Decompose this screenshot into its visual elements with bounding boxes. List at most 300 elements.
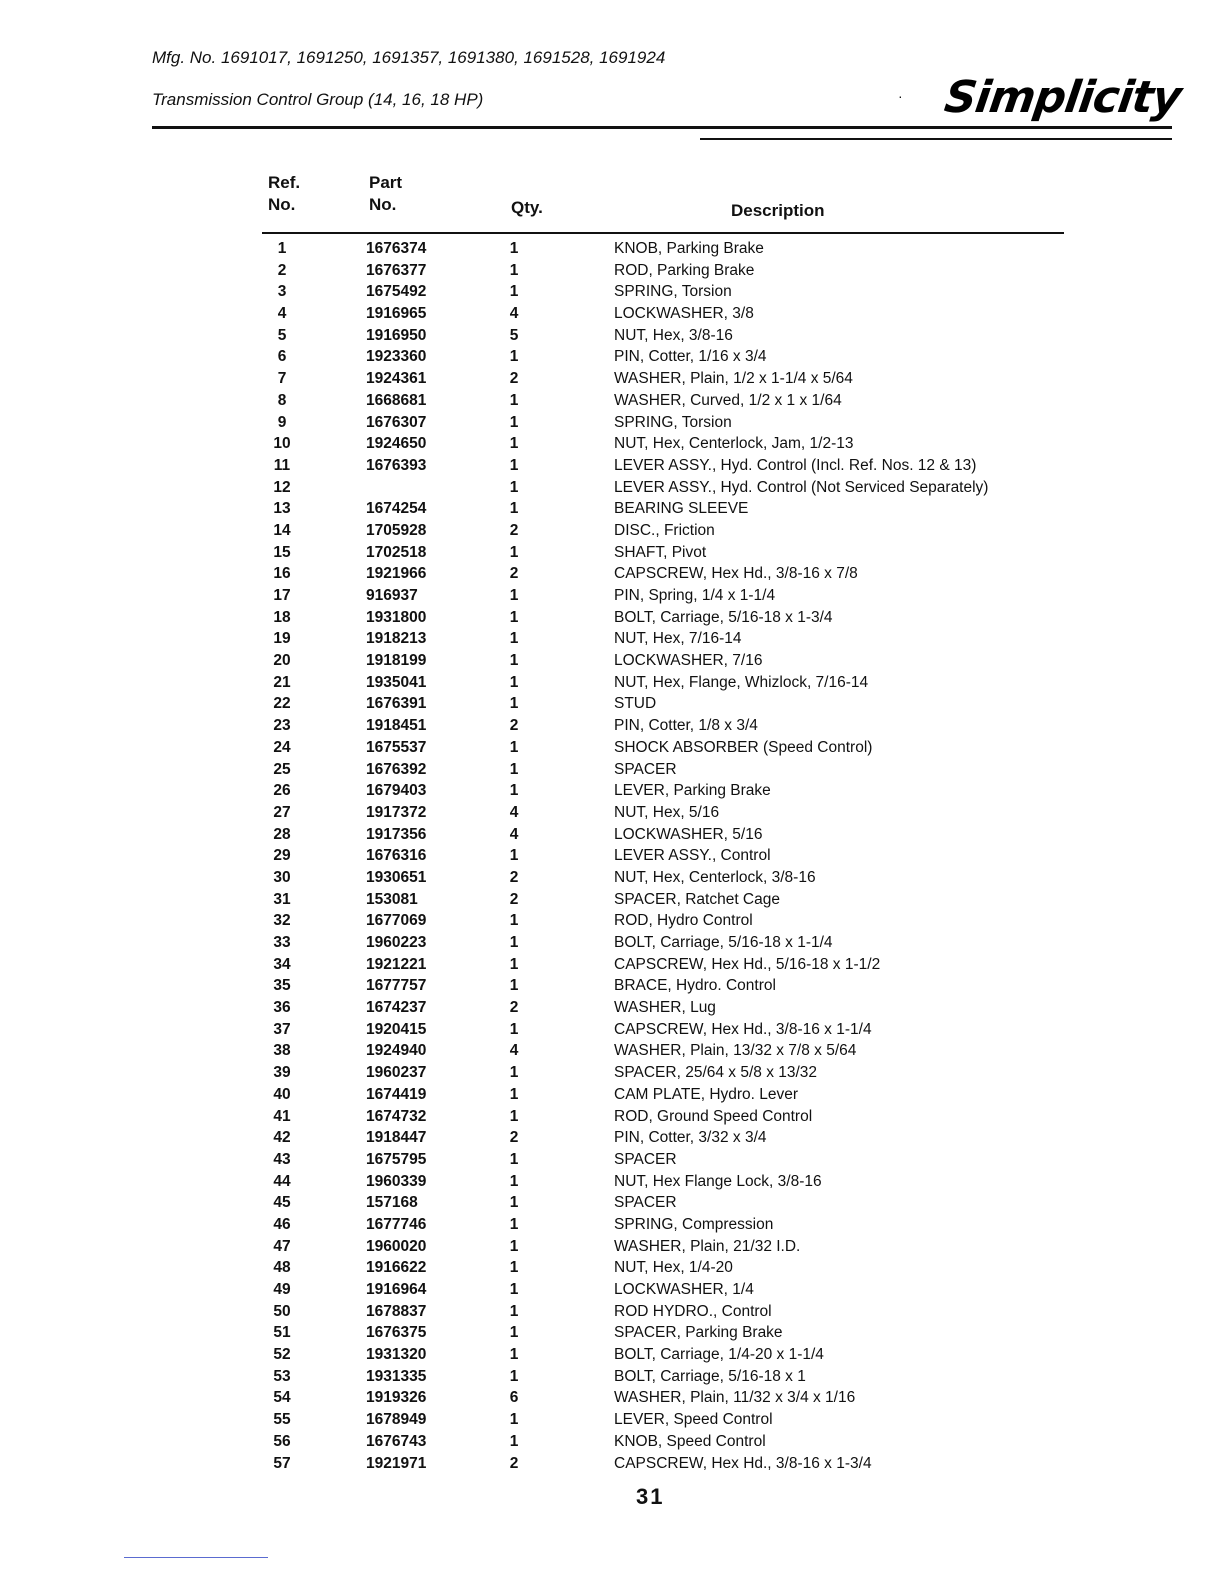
part-number-cell: 1676375 (366, 1324, 427, 1342)
ref-cell: 31 (273, 890, 291, 908)
description-cell: LEVER, Speed Control (614, 1411, 773, 1429)
description-cell: LOCKWASHER, 1/4 (614, 1281, 754, 1298)
description-cell: SPRING, Torsion (614, 283, 732, 301)
description-cell: WASHER, Curved, 1/2 x 1 x 1/64 (614, 391, 842, 409)
table-row (0, 954, 1224, 976)
header-rule-secondary (700, 138, 1172, 140)
table-row (0, 1062, 1224, 1084)
description-cell: LOCKWASHER, 3/8 (614, 305, 754, 323)
table-row (0, 477, 1224, 499)
qty-cell: 1 (509, 847, 519, 865)
part-number-cell: 1960223 (366, 934, 427, 951)
part-number-cell: 1674237 (366, 999, 427, 1017)
description-cell: LEVER ASSY., Control (614, 847, 771, 865)
ref-cell: 26 (273, 782, 291, 800)
parts-list (0, 238, 1224, 1474)
table-row (0, 1409, 1224, 1431)
qty-cell: 1 (509, 1324, 519, 1342)
ref-cell: 37 (273, 1020, 291, 1038)
description-cell: BEARING SLEEVE (614, 500, 749, 518)
table-row (0, 390, 1224, 412)
qty-cell: 1 (509, 760, 519, 778)
part-number-cell: 1916622 (366, 1259, 427, 1277)
description-cell: PIN, Spring, 1/4 x 1-1/4 (614, 587, 776, 604)
part-number-cell: 1679403 (366, 782, 427, 800)
qty-cell: 1 (509, 1085, 519, 1103)
table-row (0, 585, 1224, 607)
ref-cell: 6 (277, 348, 287, 366)
description-cell: NUT, Hex Flange Lock, 3/8-16 (614, 1172, 822, 1190)
qty-cell: 1 (509, 1411, 519, 1429)
part-number-cell: 1668681 (366, 391, 427, 409)
ref-cell: 24 (273, 738, 291, 756)
qty-cell: 1 (509, 1346, 519, 1364)
qty-cell: 1 (509, 1172, 519, 1190)
col-ref-line1: Ref. (268, 173, 301, 192)
qty-cell: 1 (509, 934, 519, 951)
table-row (0, 1301, 1224, 1323)
ref-cell: 56 (273, 1432, 291, 1450)
part-number-cell: 1960020 (366, 1237, 427, 1255)
part-number-cell: 1921971 (366, 1454, 427, 1472)
ref-cell: 15 (273, 543, 291, 561)
description-cell: LOCKWASHER, 7/16 (614, 652, 763, 670)
description-cell: CAM PLATE, Hydro. Lever (614, 1085, 799, 1103)
description-cell: CAPSCREW, Hex Hd., 5/16-18 x 1-1/2 (614, 955, 881, 973)
ref-cell: 48 (273, 1259, 291, 1277)
part-number-cell: 1676316 (366, 847, 427, 865)
part-number-cell: 1675795 (366, 1150, 427, 1168)
part-number-cell: 916937 (366, 587, 418, 604)
table-row (0, 1127, 1224, 1149)
qty-cell: 1 (509, 500, 519, 518)
qty-cell: 1 (509, 1367, 519, 1385)
ref-cell: 53 (273, 1367, 291, 1385)
page-subtitle: Transmission Control Group (14, 16, 18 HP) (152, 90, 484, 109)
table-row (0, 715, 1224, 737)
ref-cell: 20 (273, 652, 291, 670)
part-number-cell: 1960237 (366, 1064, 427, 1082)
description-cell: WASHER, Lug (614, 999, 716, 1017)
part-number-cell: 1921966 (366, 565, 427, 583)
part-number-cell: 1675492 (366, 283, 427, 301)
description-cell: KNOB, Parking Brake (614, 240, 764, 257)
table-row (0, 1453, 1224, 1475)
part-number-cell: 1931320 (366, 1346, 427, 1364)
ref-cell: 17 (273, 587, 291, 604)
description-cell: LEVER, Parking Brake (614, 782, 771, 800)
part-number-cell: 1918213 (366, 630, 427, 648)
ref-cell: 57 (273, 1454, 291, 1472)
description-cell: BOLT, Carriage, 1/4-20 x 1-1/4 (614, 1346, 824, 1364)
table-row (0, 542, 1224, 564)
description-cell: SPRING, Compression (614, 1215, 774, 1233)
table-row (0, 802, 1224, 824)
description-cell: SHOCK ABSORBER (Speed Control) (614, 738, 873, 756)
col-part-line2: No. (369, 195, 397, 214)
qty-cell: 1 (509, 977, 519, 995)
ref-cell: 16 (273, 565, 291, 583)
table-row (0, 1149, 1224, 1171)
part-number-cell: 1674732 (366, 1107, 427, 1125)
description-cell: WASHER, Plain, 11/32 x 3/4 x 1/16 (614, 1389, 856, 1407)
description-cell: ROD, Hydro Control (614, 912, 753, 930)
description-cell: SPRING, Torsion (614, 413, 732, 431)
part-number-cell: 1676391 (366, 695, 427, 713)
description-cell: BRACE, Hydro. Control (614, 977, 776, 995)
description-cell: NUT, Hex, Centerlock, Jam, 1/2-13 (614, 435, 854, 453)
qty-cell: 2 (509, 999, 519, 1017)
part-number-cell: 1674254 (366, 500, 427, 518)
bottom-rule (124, 1557, 268, 1558)
qty-cell: 2 (509, 370, 519, 388)
ref-cell: 54 (273, 1389, 291, 1407)
table-row (0, 1192, 1224, 1214)
qty-cell: 1 (509, 955, 519, 973)
description-cell: LEVER ASSY., Hyd. Control (Not Serviced Separately) (614, 478, 989, 496)
part-number-cell: 1916965 (366, 305, 427, 323)
part-number-cell: 1960339 (366, 1172, 427, 1190)
part-number-cell: 1917372 (366, 803, 427, 821)
ref-cell: 25 (273, 760, 291, 778)
ref-cell: 13 (273, 500, 291, 518)
table-row (0, 1236, 1224, 1258)
part-number-cell: 1676743 (366, 1432, 427, 1450)
header-rule (152, 126, 1172, 129)
table-row (0, 1214, 1224, 1236)
ref-cell: 45 (273, 1194, 291, 1212)
part-number-cell: 1676392 (366, 760, 427, 778)
qty-cell: 1 (509, 543, 519, 561)
part-number-cell: 1674419 (366, 1085, 427, 1103)
description-cell: KNOB, Speed Control (614, 1432, 766, 1450)
description-cell: STUD (614, 695, 657, 713)
qty-cell: 1 (509, 695, 519, 713)
table-row (0, 1279, 1224, 1301)
qty-cell: 1 (509, 912, 519, 930)
table-row (0, 1084, 1224, 1106)
ref-cell: 47 (273, 1237, 291, 1255)
description-cell: SPACER, 25/64 x 5/8 x 13/32 (614, 1064, 818, 1082)
ref-cell: 38 (273, 1042, 291, 1060)
ref-cell: 14 (273, 521, 291, 539)
table-row (0, 845, 1224, 867)
qty-cell: 2 (509, 868, 519, 886)
part-number-cell: 1931800 (366, 608, 427, 626)
description-cell: ROD, Parking Brake (614, 261, 755, 279)
part-number-cell: 1916950 (366, 326, 427, 344)
qty-cell: 2 (509, 521, 519, 539)
table-row (0, 368, 1224, 390)
col-part-line1: Part (369, 173, 403, 192)
part-number-cell: 1677069 (366, 912, 427, 930)
qty-cell: 1 (509, 673, 519, 691)
ref-cell: 36 (273, 999, 291, 1017)
qty-cell: 1 (509, 1237, 519, 1255)
qty-cell: 1 (509, 478, 519, 496)
part-number-cell: 1918447 (366, 1129, 427, 1147)
qty-cell: 1 (509, 738, 519, 756)
qty-cell: 5 (509, 326, 519, 344)
qty-cell: 1 (509, 652, 519, 670)
table-row (0, 1171, 1224, 1193)
description-cell: NUT, Hex, 5/16 (614, 803, 720, 821)
qty-cell: 6 (509, 1389, 519, 1407)
part-number-cell: 1676377 (366, 261, 427, 279)
qty-cell: 1 (509, 630, 519, 648)
ref-cell: 40 (273, 1085, 291, 1103)
ref-cell: 50 (273, 1302, 291, 1320)
table-row (0, 325, 1224, 347)
table-row (0, 412, 1224, 434)
qty-cell: 1 (509, 1064, 519, 1082)
ref-cell: 12 (273, 478, 291, 496)
description-cell: CAPSCREW, Hex Hd., 3/8-16 x 7/8 (614, 565, 858, 583)
ref-cell: 46 (273, 1215, 291, 1233)
table-row (0, 1387, 1224, 1409)
part-number-cell: 1675537 (366, 738, 427, 756)
table-row (0, 910, 1224, 932)
description-cell: NUT, Hex, 3/8-16 (614, 326, 733, 344)
description-cell: ROD, Ground Speed Control (614, 1107, 813, 1125)
ref-cell: 3 (277, 283, 287, 301)
ref-cell: 19 (273, 630, 291, 648)
table-row (0, 975, 1224, 997)
ref-cell: 29 (273, 847, 291, 865)
table-row (0, 498, 1224, 520)
table-row (0, 628, 1224, 650)
ref-cell: 4 (277, 305, 287, 323)
table-row (0, 1040, 1224, 1062)
table-row (0, 303, 1224, 325)
table-row (0, 1431, 1224, 1453)
table-row (0, 1019, 1224, 1041)
table-row (0, 889, 1224, 911)
ref-cell: 8 (277, 391, 287, 409)
qty-cell: 2 (509, 717, 519, 735)
ref-cell: 1 (277, 240, 287, 257)
table-row (0, 520, 1224, 542)
ref-cell: 55 (273, 1411, 291, 1429)
description-cell: SPACER (614, 1194, 677, 1212)
description-cell: CAPSCREW, Hex Hd., 3/8-16 x 1-3/4 (614, 1454, 872, 1472)
table-row (0, 932, 1224, 954)
part-number-cell: 1918451 (366, 717, 427, 735)
description-cell: BOLT, Carriage, 5/16-18 x 1 (614, 1367, 806, 1385)
qty-cell: 1 (509, 1281, 519, 1298)
description-cell: SPACER, Ratchet Cage (614, 890, 780, 908)
qty-cell: 1 (509, 1150, 519, 1168)
description-cell: LEVER ASSY., Hyd. Control (Incl. Ref. Nos. 12 & 13) (614, 456, 977, 474)
part-number-cell: 1921221 (366, 955, 427, 973)
col-ref-line2: No. (268, 195, 296, 214)
ref-cell: 49 (273, 1281, 291, 1298)
table-row (0, 563, 1224, 585)
page-number: 31 (636, 1484, 665, 1509)
description-cell: LOCKWASHER, 5/16 (614, 825, 763, 843)
qty-cell: 1 (509, 456, 519, 474)
ref-cell: 30 (273, 868, 291, 886)
description-cell: SHAFT, Pivot (614, 543, 707, 561)
ref-cell: 5 (277, 326, 287, 344)
table-row (0, 1322, 1224, 1344)
part-number-cell: 1705928 (366, 521, 427, 539)
stray-mark: · (898, 88, 903, 104)
part-number-cell: 1677757 (366, 977, 427, 995)
mfg-numbers: Mfg. No. 1691017, 1691250, 1691357, 1691380, 1691528, 1691924 (152, 48, 666, 67)
table-row (0, 693, 1224, 715)
qty-cell: 2 (509, 1129, 519, 1147)
description-cell: BOLT, Carriage, 5/16-18 x 1-3/4 (614, 608, 833, 626)
qty-cell: 1 (509, 587, 519, 604)
description-cell: ROD HYDRO., Control (614, 1302, 772, 1320)
table-row (0, 433, 1224, 455)
description-cell: WASHER, Plain, 1/2 x 1-1/4 x 5/64 (614, 370, 853, 388)
qty-cell: 2 (509, 890, 519, 908)
ref-cell: 32 (273, 912, 291, 930)
description-cell: NUT, Hex, 7/16-14 (614, 630, 742, 648)
qty-cell: 1 (509, 348, 519, 366)
qty-cell: 1 (509, 1020, 519, 1038)
ref-cell: 22 (273, 695, 291, 713)
table-row (0, 281, 1224, 303)
description-cell: WASHER, Plain, 13/32 x 7/8 x 5/64 (614, 1042, 857, 1060)
qty-cell: 1 (509, 1432, 519, 1450)
part-number-cell: 1923360 (366, 348, 427, 366)
qty-cell: 2 (509, 1454, 519, 1472)
ref-cell: 21 (273, 673, 291, 691)
part-number-cell: 1676307 (366, 413, 427, 431)
part-number-cell: 1916964 (366, 1281, 427, 1298)
ref-cell: 7 (277, 370, 287, 388)
ref-cell: 41 (273, 1107, 291, 1125)
part-number-cell: 157168 (366, 1194, 418, 1212)
qty-cell: 1 (509, 782, 519, 800)
qty-cell: 1 (509, 283, 519, 301)
table-row (0, 780, 1224, 802)
ref-cell: 9 (277, 413, 287, 431)
part-number-cell: 1924940 (366, 1042, 427, 1060)
part-number-cell: 1678837 (366, 1302, 427, 1320)
description-cell: PIN, Cotter, 1/8 x 3/4 (614, 717, 758, 735)
col-part-header (369, 172, 402, 216)
ref-cell: 33 (273, 934, 291, 951)
part-number-cell: 1678949 (366, 1411, 427, 1429)
part-number-cell: 1702518 (366, 543, 427, 561)
ref-cell: 28 (273, 825, 291, 843)
ref-cell: 10 (273, 435, 291, 453)
table-row (0, 346, 1224, 368)
qty-cell: 4 (509, 305, 519, 323)
qty-cell: 1 (509, 1194, 519, 1212)
table-row (0, 737, 1224, 759)
qty-cell: 1 (509, 1259, 519, 1277)
part-number-cell: 1920415 (366, 1020, 427, 1038)
description-cell: BOLT, Carriage, 5/16-18 x 1-1/4 (614, 934, 833, 951)
brand-logo: Simplicity (941, 72, 1184, 123)
qty-cell: 1 (509, 413, 519, 431)
description-cell: NUT, Hex, Flange, Whizlock, 7/16-14 (614, 673, 869, 691)
table-row (0, 672, 1224, 694)
qty-cell: 1 (509, 240, 519, 257)
table-row (0, 455, 1224, 477)
table-row (0, 997, 1224, 1019)
ref-cell: 51 (273, 1324, 291, 1342)
table-row (0, 1344, 1224, 1366)
qty-cell: 1 (509, 608, 519, 626)
part-number-cell: 1930651 (366, 868, 427, 886)
table-row (0, 824, 1224, 846)
ref-cell: 52 (273, 1346, 291, 1364)
table-row (0, 759, 1224, 781)
qty-cell: 4 (509, 825, 519, 843)
ref-cell: 27 (273, 803, 291, 821)
table-row (0, 238, 1224, 260)
description-cell: NUT, Hex, 1/4-20 (614, 1259, 733, 1277)
part-number-cell: 1935041 (366, 673, 427, 691)
col-desc-header: Description (731, 201, 825, 220)
table-row (0, 1257, 1224, 1279)
qty-cell: 1 (509, 261, 519, 279)
ref-cell: 44 (273, 1172, 291, 1190)
qty-cell: 1 (509, 1215, 519, 1233)
qty-cell: 1 (509, 435, 519, 453)
description-cell: PIN, Cotter, 1/16 x 3/4 (614, 348, 767, 366)
part-number-cell: 1918199 (366, 652, 427, 670)
part-number-cell: 1917356 (366, 825, 427, 843)
ref-cell: 18 (273, 608, 291, 626)
description-cell: WASHER, Plain, 21/32 I.D. (614, 1237, 801, 1255)
description-cell: DISC., Friction (614, 521, 715, 539)
ref-cell: 39 (273, 1064, 291, 1082)
ref-cell: 2 (277, 261, 287, 279)
ref-cell: 11 (273, 456, 291, 474)
part-number-cell: 1931335 (366, 1367, 427, 1385)
table-header-rule (262, 232, 1064, 234)
part-number-cell: 1676393 (366, 456, 427, 474)
table-row (0, 607, 1224, 629)
table-row (0, 1366, 1224, 1388)
table-row (0, 867, 1224, 889)
qty-cell: 1 (509, 391, 519, 409)
qty-cell: 1 (509, 1107, 519, 1125)
part-number-cell: 1677746 (366, 1215, 427, 1233)
qty-cell: 4 (509, 1042, 519, 1060)
qty-cell: 2 (509, 565, 519, 583)
part-number-cell: 1924361 (366, 370, 427, 388)
ref-cell: 35 (273, 977, 291, 995)
ref-cell: 43 (273, 1150, 291, 1168)
description-cell: CAPSCREW, Hex Hd., 3/8-16 x 1-1/4 (614, 1020, 872, 1038)
part-number-cell: 1924650 (366, 435, 427, 453)
col-qty-header: Qty. (511, 198, 543, 217)
description-cell: SPACER, Parking Brake (614, 1324, 783, 1342)
part-number-cell: 153081 (366, 890, 418, 908)
description-cell: SPACER (614, 760, 677, 778)
part-number-cell: 1676374 (366, 240, 427, 257)
table-row (0, 650, 1224, 672)
description-cell: NUT, Hex, Centerlock, 3/8-16 (614, 868, 816, 886)
part-number-cell: 1919326 (366, 1389, 427, 1407)
qty-cell: 1 (509, 1302, 519, 1320)
col-ref-header (268, 172, 300, 216)
ref-cell: 34 (273, 955, 291, 973)
qty-cell: 4 (509, 803, 519, 821)
table-row (0, 1106, 1224, 1128)
ref-cell: 23 (273, 717, 291, 735)
description-cell: SPACER (614, 1150, 677, 1168)
description-cell: PIN, Cotter, 3/32 x 3/4 (614, 1129, 767, 1147)
